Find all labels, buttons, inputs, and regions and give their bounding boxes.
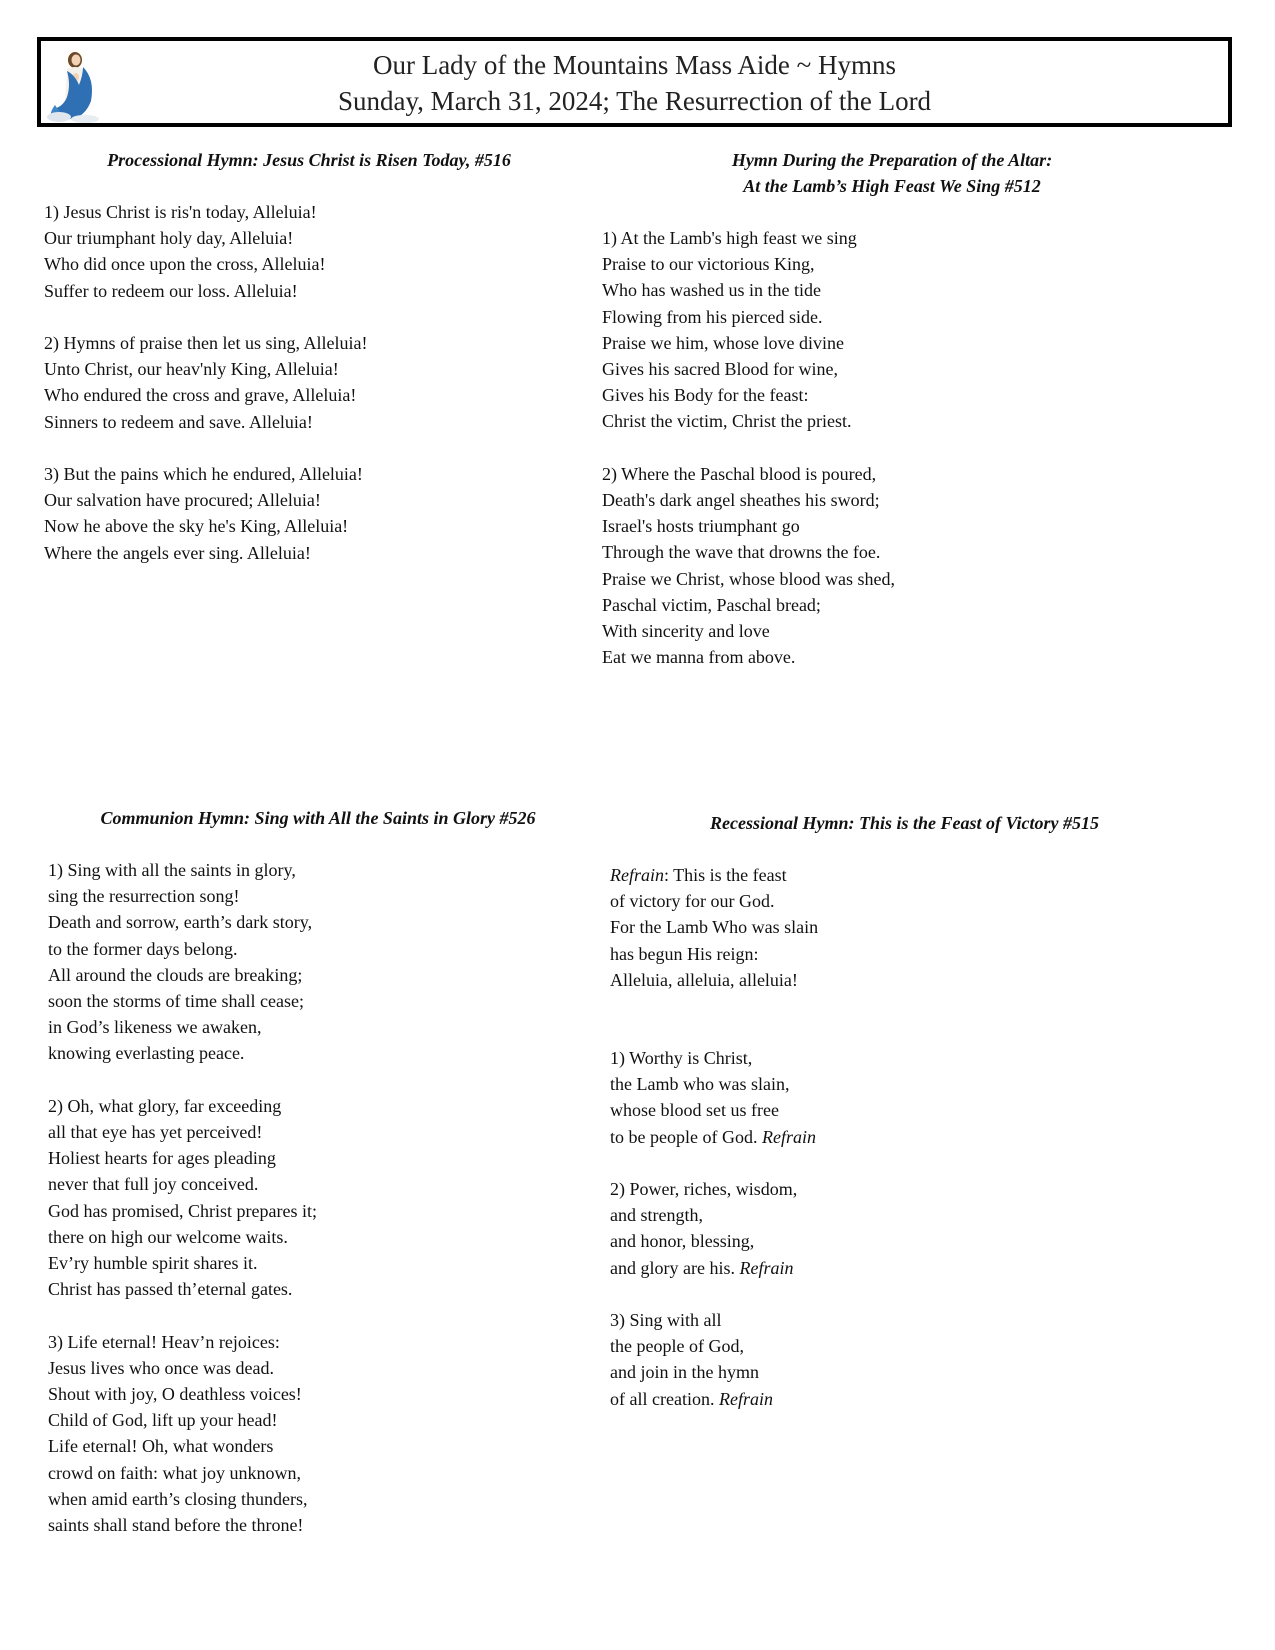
verse-line: knowing everlasting peace. [48,1043,245,1064]
verse-line: to the former days belong. [48,938,238,959]
verse-line: saints shall stand before the throne! [48,1515,304,1536]
communion-verses [48,857,588,1538]
header-title-line1: Our Lady of the Mountains Mass Aide ~ Hymns [372,50,897,80]
verse-line: 3) Life eternal! Heav’n rejoices: [48,1331,280,1352]
refrain-cue: Refrain [739,1257,794,1278]
communion-stanza-3 [48,1329,588,1539]
verse-line [610,1255,1210,1281]
header-title-line2: Sunday, March 31, 2024; The Resurrection of the Lord [337,86,932,116]
verse-line: Sinners to redeem and save. Alleluia! [44,411,313,432]
verse-line: God has promised, Christ prepares it; [48,1200,317,1221]
verse-line: Who has washed us in the tide [602,280,821,301]
verse-line: 2) Oh, what glory, far exceeding [48,1095,282,1116]
verse-line: With sincerity and love [602,621,770,642]
verse-line: Ev’ry humble spirit shares it. [48,1253,258,1274]
verse-line: 1) At the Lamb's high feast we sing [602,228,857,248]
verse-line: Our salvation have procured; Alleluia! [44,490,321,511]
verse-line: Christ has passed th’eternal gates. [48,1279,293,1300]
verse-line: Child of God, lift up your head! [48,1410,278,1431]
verse-line: soon the storms of time shall cease; [48,991,304,1012]
verse-line: Holiest hearts for ages pleading [48,1148,276,1169]
processional-stanza-2 [44,330,564,435]
verse-line: For the Lamb Who was slain [610,917,819,938]
preparation-title-line2: At the Lamb’s High Feast We Sing #512 [743,176,1041,196]
verse-line: 2) Where the Paschal blood is poured, [602,463,877,484]
communion-hymn-title: Communion Hymn: Sing with All the Saints in Glory #526 [100,808,536,828]
verse-line: the Lamb who was slain, [610,1074,790,1095]
processional-verses [44,199,564,566]
verse-line: whose blood set us free [610,1100,779,1121]
verse-line: of victory for our God. [610,891,775,912]
preparation-stanza-1 [602,225,1202,435]
verse-line: Life eternal! Oh, what wonders [48,1436,274,1457]
verse-line: 2) Hymns of praise then let us sing, Alleluia! [44,333,368,353]
verse-line: the people of God, [610,1336,744,1357]
refrain-label: Refrain [610,865,664,885]
verse-line [610,1386,1210,1412]
verse-line: 1) Worthy is Christ, [610,1048,753,1069]
verse-line: Paschal victim, Paschal bread; [602,594,821,615]
refrain-first-text: : This is the feast [664,865,787,885]
communion-stanza-1 [48,857,588,1067]
recessional-stanza-1 [610,1045,1210,1150]
recessional-hymn-title: Recessional Hymn: This is the Feast of Victory #515 [710,813,1100,833]
verse-line: 3) But the pains which he endured, Alleluia! [44,464,363,484]
verse-line: Jesus lives who once was dead. [48,1357,274,1378]
verse-line: there on high our welcome waits. [48,1226,288,1247]
verse-line: Israel's hosts triumphant go [602,516,800,537]
verse-line: sing the resurrection song! [48,886,240,907]
preparation-stanza-2 [602,461,1202,671]
recessional-hymn [610,810,1210,1438]
recessional-stanza-3 [610,1307,1210,1412]
verse-line: 2) Power, riches, wisdom, [610,1179,798,1200]
verse-line: 1) Sing with all the saints in glory, [48,860,296,880]
verse-line: Gives his Body for the feast: [602,385,809,406]
verse-line: all that eye has yet perceived! [48,1122,263,1143]
verse-line: crowd on faith: what joy unknown, [48,1462,301,1483]
preparation-hymn-title [602,147,1122,199]
verse-line: Death's dark angel sheathes his sword; [602,490,880,511]
recessional-stanza-2 [610,1176,1210,1281]
header-box [37,37,1232,127]
processional-hymn [44,147,564,592]
verse-line: Praise we him, whose love divine [602,332,844,353]
verse-line: in God’s likeness we awaken, [48,1017,262,1038]
refrain-cue: Refrain [761,1126,816,1147]
verse-line [610,1124,1210,1150]
verse-line: All around the clouds are breaking; [48,964,303,985]
verse-line-text: of all creation. [610,1388,715,1409]
verse-line: Through the wave that drowns the foe. [602,542,881,563]
verse-line: Shout with joy, O deathless voices! [48,1384,302,1405]
verse-line: Now he above the sky he's King, Alleluia! [44,516,349,537]
recessional-verses [610,862,1210,1412]
preparation-title-line1: Hymn During the Preparation of the Altar: [731,150,1053,170]
preparation-verses [602,225,1202,670]
verse-line: has begun His reign: [610,943,759,964]
recessional-refrain [610,862,1210,993]
refrain-cue: Refrain [718,1388,773,1409]
verse-line: Flowing from his pierced side. [602,306,823,327]
verse-line: Gives his sacred Blood for wine, [602,359,838,380]
verse-line: Praise to our victorious King, [602,254,815,275]
verse-line: Who endured the cross and grave, Alleluia! [44,385,357,406]
verse-line: Our triumphant holy day, Alleluia! [44,228,294,249]
processional-stanza-1 [44,199,564,304]
processional-hymn-title: Processional Hymn: Jesus Christ is Risen Today, #516 [107,150,511,170]
verse-line-text: to be people of God. [610,1126,758,1147]
verse-line: 3) Sing with all [610,1310,722,1331]
verse-line: Who did once upon the cross, Alleluia! [44,254,326,275]
verse-line: Suffer to redeem our loss. Alleluia! [44,280,298,301]
verse-line: and honor, blessing, [610,1231,755,1252]
verse-line: and strength, [610,1205,703,1226]
verse-line: 1) Jesus Christ is ris'n today, Alleluia! [44,202,317,222]
verse-line: Alleluia, alleluia, alleluia! [610,969,798,990]
communion-hymn [48,805,588,1564]
verse-line: Unto Christ, our heav'nly King, Alleluia! [44,359,339,380]
verse-line-text: and glory are his. [610,1257,735,1278]
processional-stanza-3 [44,461,564,566]
header-title [41,47,1228,119]
verse-line: Death and sorrow, earth’s dark story, [48,912,313,933]
verse-line: Where the angels ever sing. Alleluia! [44,542,311,563]
verse-line: Christ the victim, Christ the priest. [602,411,852,432]
verse-line: when amid earth’s closing thunders, [48,1488,308,1509]
communion-stanza-2 [48,1093,588,1303]
refrain-first-line [610,862,1210,888]
verse-line: never that full joy conceived. [48,1174,259,1195]
verse-line: and join in the hymn [610,1362,759,1383]
verse-line: Praise we Christ, whose blood was shed, [602,568,895,589]
verse-line: Eat we manna from above. [602,647,796,668]
preparation-hymn [602,147,1202,697]
